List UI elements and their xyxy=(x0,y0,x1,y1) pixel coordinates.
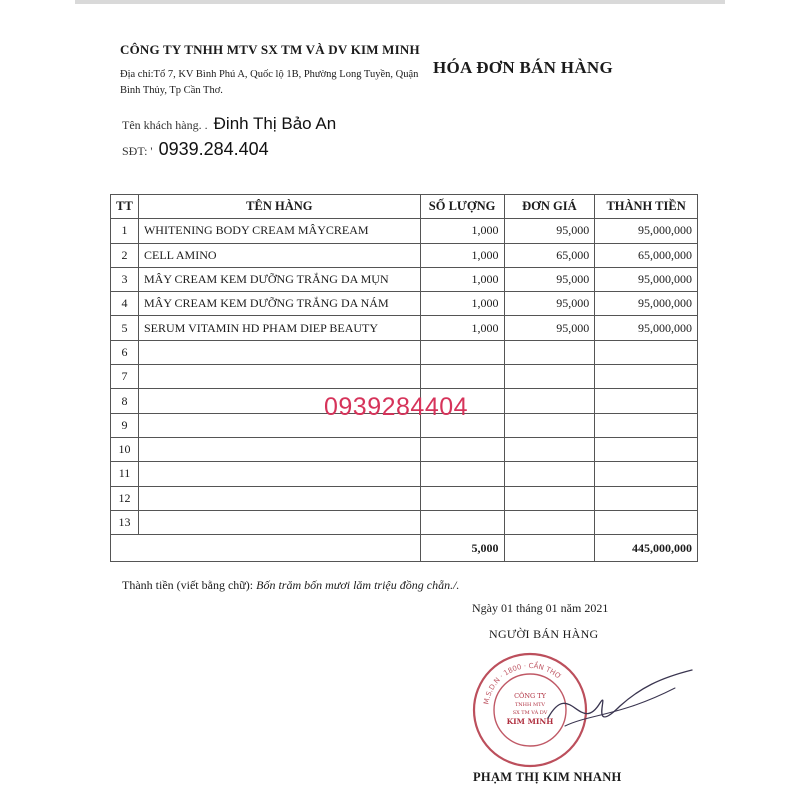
table-total-row xyxy=(111,535,698,562)
item-qty: 1,000 xyxy=(420,267,504,291)
invoice-date: Ngày 01 tháng 01 năm 2021 xyxy=(472,601,609,615)
row-number: 11 xyxy=(111,462,139,486)
watermark-phone: 0939284404 xyxy=(324,393,469,421)
item-total xyxy=(595,437,698,461)
row-number: 1 xyxy=(111,219,139,243)
item-price: 95,000 xyxy=(504,267,595,291)
item-price: 95,000 xyxy=(504,316,595,340)
customer-name-label: Tên khách hàng. . xyxy=(122,118,208,132)
table-row xyxy=(111,316,698,340)
item-total xyxy=(595,365,698,389)
item-name xyxy=(138,365,420,389)
item-price: 95,000 xyxy=(504,219,595,243)
row-number: 9 xyxy=(111,413,139,437)
customer-name-value: Đinh Thị Bảo An xyxy=(213,114,337,133)
item-qty xyxy=(420,365,504,389)
total-amount: 445,000,000 xyxy=(595,535,698,562)
invoice-title: HÓA ĐƠN BÁN HÀNG xyxy=(433,58,614,77)
company-stamp-and-signature xyxy=(470,648,700,770)
item-total: 95,000,000 xyxy=(595,219,698,243)
seller-label: NGƯỜI BÁN HÀNG xyxy=(489,627,599,641)
item-name xyxy=(138,437,420,461)
table-row xyxy=(111,292,698,316)
item-total xyxy=(595,413,698,437)
item-name xyxy=(138,462,420,486)
item-qty xyxy=(420,486,504,510)
customer-phone-row xyxy=(122,139,269,160)
row-number: 2 xyxy=(111,243,139,267)
table-header-row xyxy=(111,195,698,219)
svg-text:CÔNG TY: CÔNG TY xyxy=(514,692,546,700)
item-price xyxy=(504,413,595,437)
table-row xyxy=(111,510,698,534)
row-number: 13 xyxy=(111,510,139,534)
col-header-qty: SỐ LƯỢNG xyxy=(420,195,504,219)
row-number: 4 xyxy=(111,292,139,316)
row-number: 5 xyxy=(111,316,139,340)
item-total: 65,000,000 xyxy=(595,243,698,267)
item-total: 95,000,000 xyxy=(595,316,698,340)
svg-text:KIM MINH: KIM MINH xyxy=(506,717,554,726)
item-price xyxy=(504,462,595,486)
item-total xyxy=(595,486,698,510)
amount-in-words xyxy=(122,578,459,593)
svg-text:TNHH MTV: TNHH MTV xyxy=(514,702,546,708)
row-number: 10 xyxy=(111,437,139,461)
item-name: MÂY CREAM KEM DƯỠNG TRẮNG DA MỤN xyxy=(138,267,420,291)
item-name: MÂY CREAM KEM DƯỠNG TRẮNG DA NÁM xyxy=(138,292,420,316)
item-price xyxy=(504,389,595,413)
item-name: CELL AMINO xyxy=(138,243,420,267)
item-qty: 1,000 xyxy=(420,243,504,267)
top-border xyxy=(75,0,725,4)
row-number: 12 xyxy=(111,486,139,510)
table-row xyxy=(111,486,698,510)
item-total xyxy=(595,389,698,413)
row-number: 8 xyxy=(111,389,139,413)
item-total: 95,000,000 xyxy=(595,292,698,316)
item-qty: 1,000 xyxy=(420,219,504,243)
col-header-price: ĐƠN GIÁ xyxy=(504,195,595,219)
item-total xyxy=(595,462,698,486)
svg-text:M.S.D.N · 1800 · CẦN THƠ: M.S.D.N · 1800 · CẦN THƠ xyxy=(482,661,563,706)
svg-text:SX TM VÀ DV: SX TM VÀ DV xyxy=(512,710,548,716)
seller-name: PHẠM THỊ KIM NHANH xyxy=(473,770,622,784)
item-name: SERUM VITAMIN HD PHAM DIEP BEAUTY xyxy=(138,316,420,340)
item-price xyxy=(504,340,595,364)
amount-in-words-value: Bốn trăm bốn mươi lăm triệu đồng chẵn./. xyxy=(256,578,460,592)
item-total: 95,000,000 xyxy=(595,267,698,291)
company-address: Địa chỉ:Tổ 7, KV Bình Phú A, Quốc lộ 1B, Phường Long Tuyền, Quận Bình Thủy, Tp Cần Thơ. xyxy=(120,69,419,96)
invoice-table xyxy=(110,194,698,562)
row-number: 6 xyxy=(111,340,139,364)
item-qty xyxy=(420,510,504,534)
total-qty: 5,000 xyxy=(420,535,504,562)
item-price xyxy=(504,486,595,510)
item-qty: 1,000 xyxy=(420,292,504,316)
customer-name-row xyxy=(122,114,336,134)
item-total xyxy=(595,510,698,534)
item-price: 95,000 xyxy=(504,292,595,316)
row-number: 7 xyxy=(111,365,139,389)
item-total xyxy=(595,340,698,364)
table-row xyxy=(111,437,698,461)
col-header-total: THÀNH TIỀN xyxy=(595,195,698,219)
item-qty: 1,000 xyxy=(420,316,504,340)
item-price: 65,000 xyxy=(504,243,595,267)
item-name xyxy=(138,510,420,534)
item-price xyxy=(504,365,595,389)
item-qty xyxy=(420,462,504,486)
col-header-tt: TT xyxy=(111,195,139,219)
item-price xyxy=(504,437,595,461)
customer-phone-label: SĐT: ' xyxy=(122,144,153,158)
item-price xyxy=(504,510,595,534)
table-row xyxy=(111,219,698,243)
customer-phone-value: 0939.284.404 xyxy=(158,139,269,159)
total-spacer xyxy=(111,535,421,562)
item-name xyxy=(138,486,420,510)
table-row xyxy=(111,462,698,486)
table-row xyxy=(111,365,698,389)
item-name xyxy=(138,340,420,364)
table-row xyxy=(111,340,698,364)
amount-in-words-label: Thành tiền (viết bằng chữ): xyxy=(122,578,254,592)
row-number: 3 xyxy=(111,267,139,291)
company-name: CÔNG TY TNHH MTV SX TM VÀ DV KIM MINH xyxy=(120,42,420,57)
item-qty xyxy=(420,340,504,364)
table-row xyxy=(111,267,698,291)
table-row xyxy=(111,243,698,267)
item-qty xyxy=(420,437,504,461)
item-name: WHITENING BODY CREAM MÂYCREAM xyxy=(138,219,420,243)
col-header-name: TÊN HÀNG xyxy=(138,195,420,219)
total-price-blank xyxy=(504,535,595,562)
